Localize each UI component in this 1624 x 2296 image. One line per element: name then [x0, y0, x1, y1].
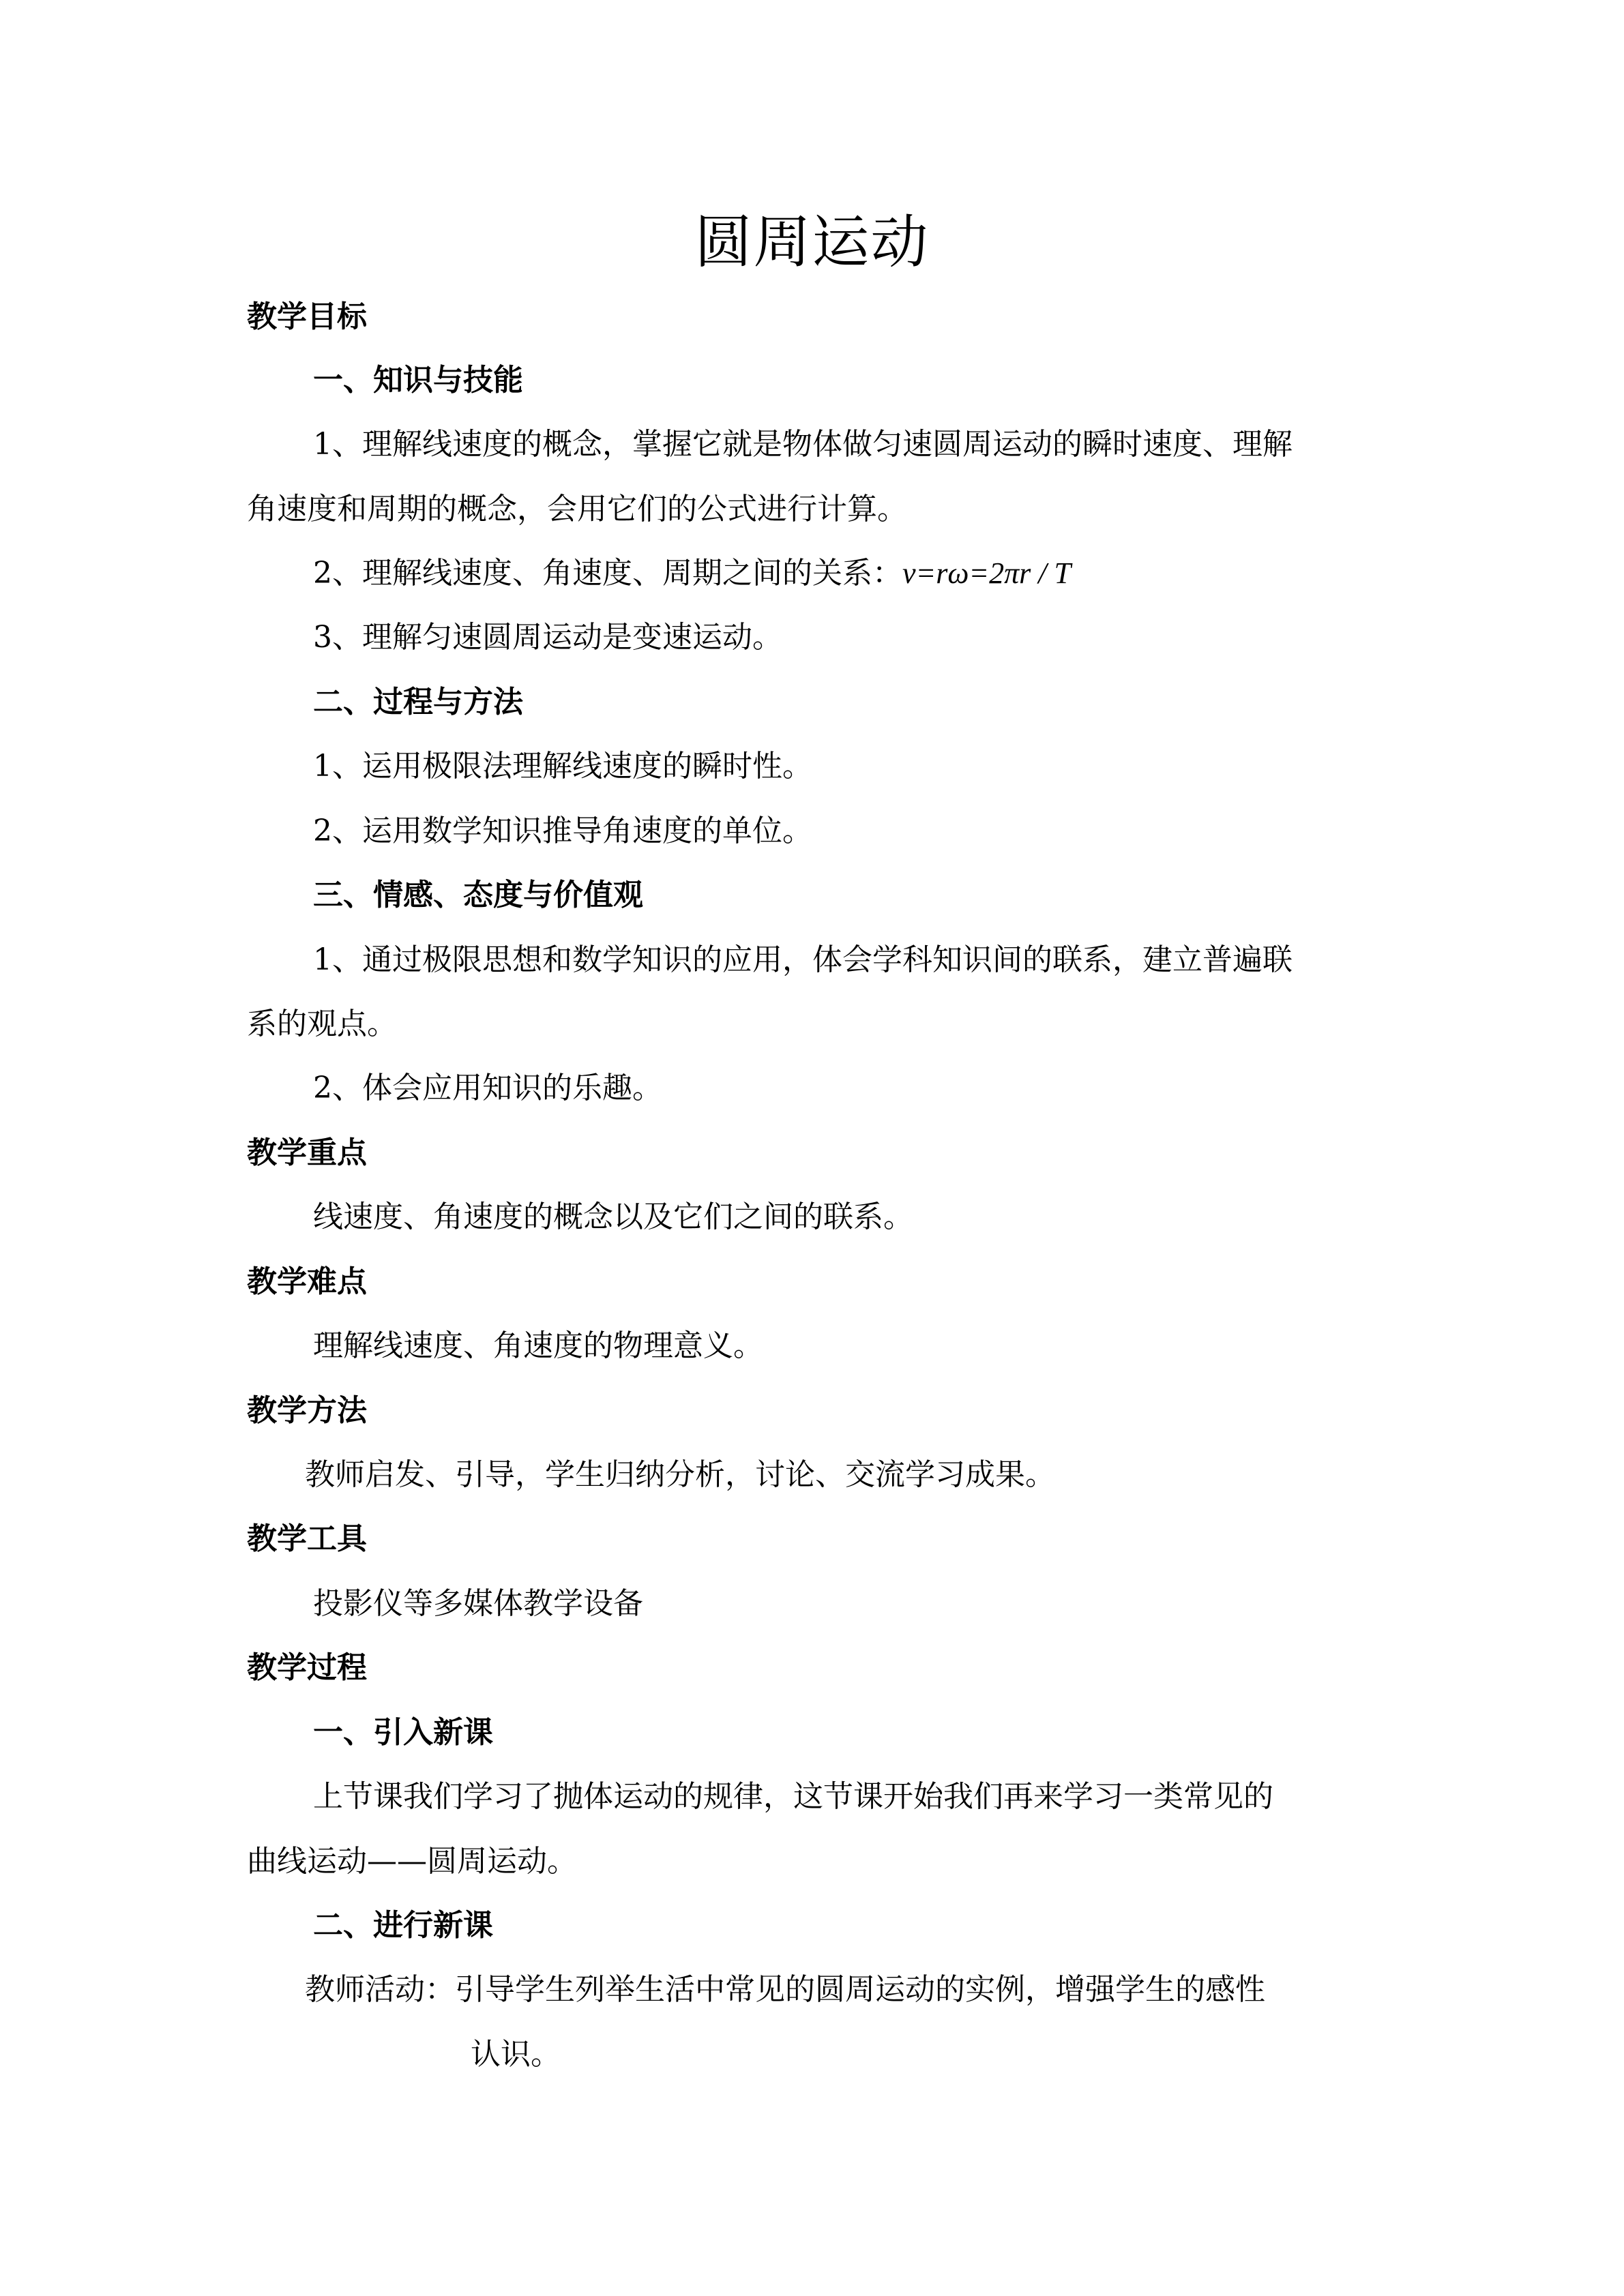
knowledge-item-3: 3、理解匀速圆周运动是变速运动。: [313, 620, 782, 655]
process-method-heading: 二、过程与方法: [313, 685, 523, 719]
goals-heading: 教学目标: [247, 299, 367, 334]
emotion-item-2: 2、体会应用知识的乐趣。: [313, 1071, 662, 1105]
knowledge-item-1-line-2: 角速度和周期的概念，会用它们的公式进行计算。: [247, 492, 907, 526]
procedure-heading: 教学过程: [247, 1650, 367, 1685]
key-points-text: 线速度、角速度的概念以及它们之间的联系。: [313, 1199, 913, 1234]
difficulties-text: 理解线速度、角速度的物理意义。: [313, 1328, 763, 1363]
methods-text: 教师启发、引导，学生归纳分析，讨论、交流学习成果。: [305, 1457, 1055, 1492]
intro-line-2: 曲线运动——圆周运动。: [247, 1844, 577, 1879]
emotion-item-1-line-1: 1、通过极限思想和数学知识的应用，体会学科知识间的联系，建立普遍联: [313, 942, 1293, 977]
velocity-formula: v=rω=2πr / T: [902, 556, 1071, 590]
tools-heading: 教学工具: [247, 1521, 367, 1556]
new-lesson-heading: 二、进行新课: [313, 1908, 493, 1943]
emotion-values-heading: 三、情感、态度与价值观: [313, 878, 643, 912]
process-item-1: 1、运用极限法理解线速度的瞬时性。: [313, 749, 812, 784]
process-item-2: 2、运用数学知识推导角速度的单位。: [313, 814, 812, 848]
difficulties-heading: 教学难点: [247, 1264, 367, 1299]
knowledge-item-1-line-1: 1、理解线速度的概念，掌握它就是物体做匀速圆周运动的瞬时速度、理解: [313, 427, 1293, 462]
knowledge-skills-heading: 一、知识与技能: [313, 363, 523, 398]
knowledge-item-2: [313, 553, 1071, 594]
emotion-item-1-line-2: 系的观点。: [247, 1007, 397, 1041]
key-points-heading: 教学重点: [247, 1135, 367, 1170]
tools-text: 投影仪等多媒体教学设备: [313, 1586, 643, 1621]
teacher-activity-line-2: 认识。: [471, 2037, 561, 2072]
intro-line-1: 上节课我们学习了抛体运动的规律，这节课开始我们再来学习一类常见的: [313, 1779, 1273, 1814]
methods-heading: 教学方法: [247, 1393, 367, 1428]
teacher-activity-line-1: 教师活动：引导学生列举生活中常见的圆周运动的实例，增强学生的感性: [305, 1972, 1265, 2007]
intro-heading: 一、引入新课: [313, 1715, 493, 1750]
knowledge-item-2-text: 2、理解线速度、角速度、周期之间的关系：: [313, 556, 902, 591]
page-title: 圆周运动: [694, 209, 930, 275]
